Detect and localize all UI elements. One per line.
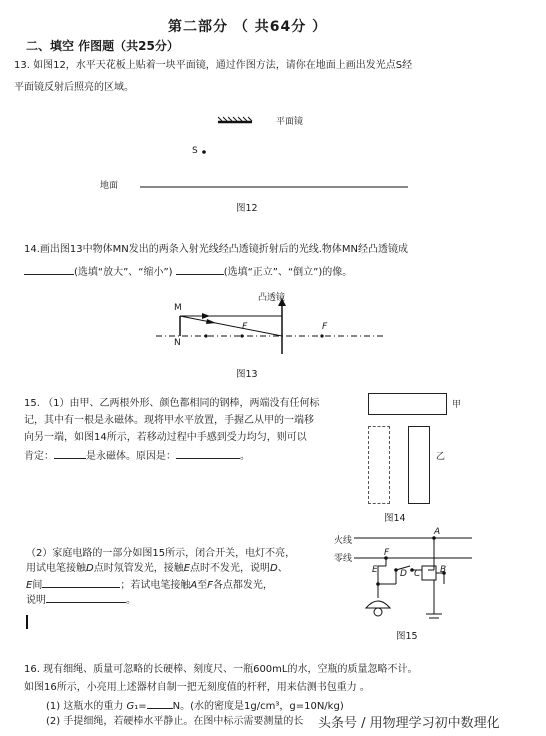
n-label: N <box>174 338 181 348</box>
circuit-label-c: C <box>414 569 421 579</box>
q15-p2-line2: 用试电笔接触D点时氖管发光，接触E点时不发光，说明D、 <box>26 563 288 574</box>
answer-blank[interactable] <box>176 448 240 459</box>
watermark: 头条号 / 用物理学习初中数理化 <box>318 716 500 731</box>
q15-p2-line4: 说明 。 <box>26 592 136 608</box>
m-label: M <box>174 303 182 313</box>
mirror-icon <box>218 117 252 122</box>
circuit-label-e: E <box>372 565 378 575</box>
mirror-label: 平面镜 <box>276 117 304 127</box>
q13-line1: 13. 如图12，水平天花板上贴着一块平面镜，通过作图方法，请你在地面上画出发光点S经 <box>14 60 413 71</box>
arrow-icon <box>202 313 210 319</box>
answer-blank[interactable] <box>42 577 120 588</box>
figure-14-caption: 图14 <box>384 513 406 524</box>
q15-p2-line3: E间 ；若试电笔接触A至F各点都发光， <box>26 577 273 593</box>
circuit-label-a: A <box>434 527 441 537</box>
convex-lens-icon <box>278 298 286 354</box>
incident-ray-center <box>180 316 282 336</box>
answer-blank[interactable] <box>147 698 173 709</box>
ground-icon <box>426 580 442 618</box>
q16-line3: (1) 这瓶水的重力 G₁= N。(水的密度是1g/cm³，g=10N/kg) <box>46 698 344 714</box>
answer-blank[interactable] <box>176 264 224 275</box>
section-title: 二、填空 作图题（共25分） <box>26 39 179 53</box>
steel-bar-jia <box>368 393 447 415</box>
answer-blank[interactable] <box>54 448 86 459</box>
light-point-s <box>202 150 206 154</box>
part-title: 第二部分 （ 共64分 ） <box>168 19 328 35</box>
jia-label: 甲 <box>452 400 462 410</box>
lens-label: 凸透镜 <box>258 293 286 303</box>
q16-line2: 如图16所示，小亮用上述器材自制一把无刻度值的杆秤，用来估测书包重力 。 <box>24 682 370 693</box>
q15-p2-line1: （2）家庭电路的一部分如图15所示，闭合开关，电灯不亮， <box>26 548 296 559</box>
circuit-label-f: F <box>384 548 390 558</box>
bar-yi-start-position <box>368 426 390 504</box>
q14-line1: 14.画出图13中物体MN发出的两条入射光线经凸透镜折射后的光线.物体MN经凸透镜成 <box>24 244 409 255</box>
steel-bar-yi <box>408 426 430 504</box>
circuit-label-d: D <box>400 569 407 579</box>
q15-line4: 肯定： 是永磁体。原因是： 。 <box>24 448 250 464</box>
ground-label: 地面 <box>100 181 119 191</box>
yi-label: 乙 <box>436 452 446 462</box>
answer-blank[interactable] <box>24 264 74 275</box>
circuit-label-b: B <box>440 565 447 575</box>
lamp-icon <box>366 584 390 616</box>
answer-blank[interactable] <box>46 592 126 603</box>
q15-line1: 15. （1）由甲、乙两根外形、颜色都相同的钢棒，两端没有任何标 <box>24 398 320 409</box>
q15-line2: 记，其中有一根是永磁体。现将甲水平放置，手握乙从甲的一端移 <box>24 415 314 426</box>
q13-line2: 平面镜反射后照亮的区域。 <box>14 82 134 93</box>
q16-line1: 16. 现有细绳、质量可忽略的长硬棒、刻度尺、一瓶600mL的水，空瓶的质量忽略不计。 <box>24 664 418 675</box>
figure-12 <box>100 108 430 218</box>
q15-line3: 向另一端，如图14所示，若移动过程中手感到受力均匀，则可以 <box>24 432 307 443</box>
fire-wire-label: 火线 <box>334 536 353 546</box>
q14-line2: (选填“放大”、“缩小”) (选填“正立”、“倒立”)的像。 <box>24 264 352 280</box>
figure-13-caption: 图13 <box>236 369 258 380</box>
zero-wire-label: 零线 <box>334 554 353 564</box>
point-s-label: S <box>192 146 198 156</box>
figure-12-caption: 图12 <box>236 203 258 214</box>
focus-label-right: F <box>322 322 328 332</box>
text-cursor <box>26 615 28 629</box>
figure-15-caption: 图15 <box>396 631 418 642</box>
focus-label-left: F <box>242 322 248 332</box>
q16-line4: (2) 手提细绳，若硬棒水平静止。在图中标示需要测量的长 <box>46 716 304 727</box>
